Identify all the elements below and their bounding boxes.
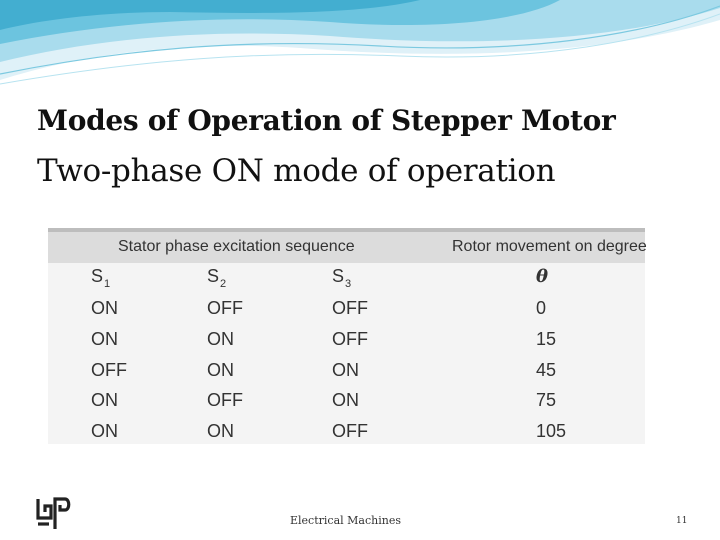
cell-s3: OFF	[332, 298, 368, 318]
cell-s1: ON	[91, 390, 118, 410]
slide-subtitle: Two-phase ON mode of operation	[37, 153, 556, 189]
cell-s3: ON	[332, 360, 359, 380]
column-header-s1: $S_1$	[91, 266, 111, 290]
table-row	[48, 329, 645, 359]
cell-theta: 15	[536, 329, 557, 349]
slide-title: Modes of Operation of Stepper Motor	[37, 104, 616, 137]
cell-s2: ON	[207, 421, 234, 441]
table-row	[48, 390, 645, 420]
cell-theta: 105	[536, 421, 567, 441]
column-header-s3: $S_3$	[332, 266, 352, 290]
cell-s2: OFF	[207, 298, 243, 318]
group-header-stator: Stator phase excitation sequence	[118, 238, 355, 255]
cell-s1: ON	[91, 298, 118, 318]
cell-s3: ON	[332, 390, 359, 410]
group-header-rotor: Rotor movement on degree	[452, 238, 647, 255]
table-row	[48, 298, 645, 328]
header-wave-decoration	[0, 0, 720, 90]
cell-s1: ON	[91, 329, 118, 349]
cell-theta: 0	[536, 298, 547, 318]
table-column-header-row	[48, 266, 645, 296]
cell-s2: ON	[207, 360, 234, 380]
cell-theta: 45	[536, 360, 557, 380]
cell-s3: OFF	[332, 329, 368, 349]
footer-text: Electrical Machines	[290, 514, 401, 527]
table-row	[48, 360, 645, 390]
column-header-theta: θ	[536, 266, 549, 287]
page-number: 11	[676, 516, 688, 526]
excitation-table	[48, 228, 645, 444]
cell-s3: OFF	[332, 421, 368, 441]
table-group-header-row	[48, 232, 645, 263]
university-logo-icon	[35, 496, 71, 532]
cell-theta: 75	[536, 390, 557, 410]
cell-s1: ON	[91, 421, 118, 441]
column-header-s2: $S_2$	[207, 266, 227, 290]
cell-s2: ON	[207, 329, 234, 349]
table-row	[48, 421, 645, 451]
cell-s2: OFF	[207, 390, 243, 410]
cell-s1: OFF	[91, 360, 127, 380]
